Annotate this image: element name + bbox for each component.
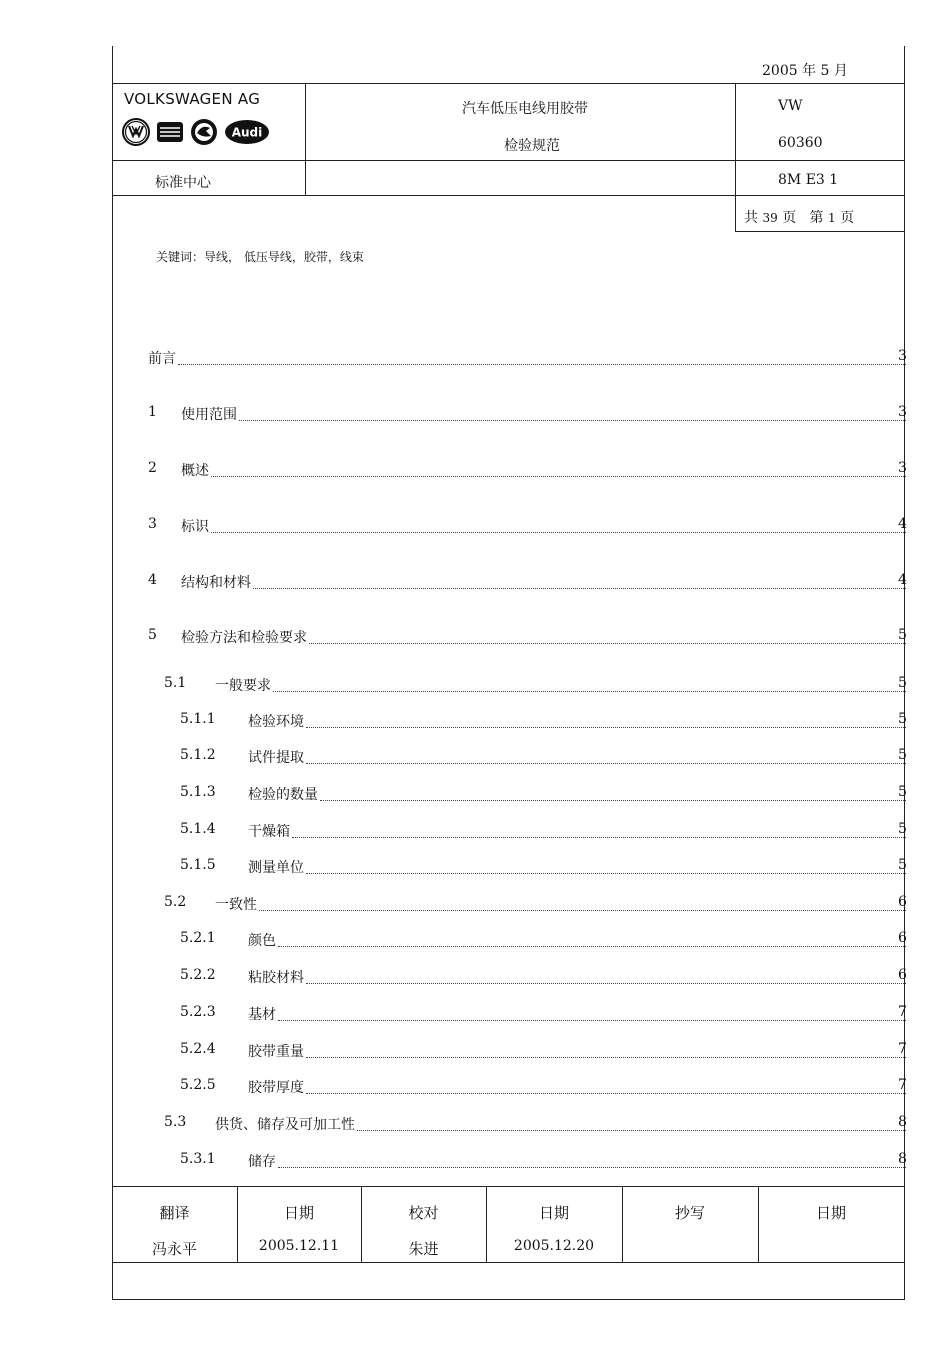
page-info-total: 39 — [762, 211, 778, 225]
toc-entry-page: 5 — [898, 627, 907, 643]
toc-entry[interactable] — [0, 1041, 950, 1061]
toc-leader — [239, 406, 906, 421]
toc-entry-title: 结构和材料 — [181, 575, 251, 591]
toc-entry-page: 5 — [898, 821, 907, 837]
page-info-total-prefix: 共 — [744, 210, 758, 226]
toc-entry-number: 5.2.1 — [180, 930, 216, 946]
toc-leader — [259, 896, 906, 911]
toc-entry-title: 供货、储存及可加工性 — [215, 1117, 355, 1133]
toc-leader — [292, 823, 906, 838]
footer-value-date: 2005.12.20 — [513, 1238, 595, 1254]
toc-entry-page: 4 — [898, 572, 907, 588]
toc-entry-number: 1 — [148, 404, 157, 420]
toc-entry-number: 5.3.1 — [180, 1151, 216, 1167]
toc-entry[interactable] — [0, 821, 950, 841]
toc-leader — [211, 462, 906, 477]
footer-header-translator: 翻译 — [159, 1204, 190, 1222]
toc-entry[interactable] — [0, 627, 950, 647]
page-info-page-suffix: 页 — [840, 210, 855, 226]
footer-value-date: 2005.12.11 — [258, 1238, 340, 1254]
toc-entry-number: 5.1.4 — [180, 821, 216, 837]
toc-entry-title: 概述 — [181, 463, 209, 479]
footer-header-date: 日期 — [538, 1204, 569, 1222]
toc-leader — [306, 859, 906, 874]
issue-date: 2005 年 5 月 — [762, 63, 848, 79]
toc-entry[interactable] — [0, 404, 950, 424]
toc-entry-number: 5.2.3 — [180, 1004, 216, 1020]
toc-entry[interactable] — [0, 460, 950, 480]
toc-leader — [278, 1006, 906, 1021]
page-info-page: 1 — [828, 211, 836, 225]
toc-leader — [306, 1079, 906, 1094]
doc-title-line1: 汽车低压电线用胶带 — [462, 101, 588, 117]
svg-text:Audi: Audi — [231, 125, 263, 140]
toc-entry-page: 7 — [898, 1041, 907, 1057]
toc-entry[interactable] — [0, 1151, 950, 1171]
toc-entry-title: 干燥箱 — [248, 824, 290, 840]
toc-entry-page: 5 — [898, 747, 907, 763]
toc-entry-number: 5.1.1 — [180, 711, 216, 727]
toc-entry-title: 标识 — [181, 519, 209, 535]
toc-entry-page: 5 — [898, 711, 907, 727]
toc-entry-number: 5.2.4 — [180, 1041, 216, 1057]
toc-leader — [253, 574, 906, 589]
page-info-page-prefix: 第 — [809, 210, 824, 226]
toc-entry-title: 一般要求 — [215, 678, 271, 694]
toc-entry-number: 5.3 — [164, 1114, 187, 1130]
toc-entry-number: 5.2.2 — [180, 967, 216, 983]
footer-value-translator: 冯永平 — [151, 1240, 197, 1258]
toc-leader — [306, 969, 906, 984]
toc-leader — [306, 749, 906, 764]
doc-title-line2: 检验规范 — [504, 138, 560, 154]
toc-entry-page: 8 — [898, 1114, 907, 1130]
toc-entry-title: 前言 — [148, 351, 176, 367]
toc-entry[interactable] — [0, 784, 950, 804]
toc-leader — [309, 629, 906, 644]
toc-entry[interactable] — [0, 747, 950, 767]
toc-leader — [278, 932, 906, 947]
toc-entry-page: 5 — [898, 857, 907, 873]
footer-value-proofreader: 朱进 — [408, 1240, 439, 1258]
footer-col-line — [622, 1186, 623, 1262]
toc-entry-page: 8 — [898, 1151, 907, 1167]
toc-entry[interactable] — [0, 572, 950, 592]
toc-leader — [357, 1116, 906, 1131]
toc-entry-title: 检验方法和检验要求 — [181, 630, 307, 646]
toc-entry[interactable] — [0, 857, 950, 877]
toc-entry-number: 5.2 — [164, 894, 187, 910]
toc-entry[interactable] — [0, 1077, 950, 1097]
std-number: 60360 — [778, 135, 823, 151]
toc-entry-title: 颜色 — [248, 933, 276, 949]
toc-entry-number: 5.1 — [164, 675, 187, 691]
toc-entry-title: 胶带重量 — [248, 1044, 304, 1060]
toc-entry-page: 4 — [898, 516, 907, 532]
brand-name: VOLKSWAGEN AG — [124, 90, 261, 108]
toc-entry-page: 5 — [898, 675, 907, 691]
toc-entry[interactable] — [0, 930, 950, 950]
toc-entry[interactable] — [0, 967, 950, 987]
toc-entry-title: 一致性 — [215, 897, 257, 913]
std-org: VW — [778, 98, 803, 114]
footer-col-line — [758, 1186, 759, 1262]
toc-entry[interactable] — [0, 516, 950, 536]
toc-entry-page: 6 — [898, 930, 907, 946]
toc-entry[interactable] — [0, 1004, 950, 1024]
keywords: 关键词：导线， 低压导线，胶带，线束 — [156, 250, 364, 264]
toc-entry[interactable] — [0, 675, 950, 695]
toc-leader — [178, 350, 906, 365]
toc-entry[interactable] — [0, 348, 950, 368]
toc-entry-number: 4 — [148, 572, 157, 588]
footer-header-proofreader: 校对 — [408, 1204, 439, 1222]
toc-entry-number: 5.2.5 — [180, 1077, 216, 1093]
toc-entry[interactable] — [0, 711, 950, 731]
toc-leader — [273, 677, 906, 692]
toc-entry-page: 3 — [898, 404, 907, 420]
toc-entry-page: 7 — [898, 1004, 907, 1020]
toc-entry-title: 试件提取 — [248, 750, 304, 766]
toc-leader — [320, 786, 906, 801]
footer-table-bottom-line — [112, 1262, 905, 1263]
classification-code: 8M E3 1 — [778, 172, 839, 188]
toc-entry-page: 7 — [898, 1077, 907, 1093]
footer-header-date: 日期 — [815, 1204, 846, 1222]
toc-entry-page: 3 — [898, 460, 907, 476]
toc-entry[interactable] — [0, 1114, 950, 1134]
toc-entry-number: 5.1.5 — [180, 857, 216, 873]
toc-entry-number: 5 — [148, 627, 157, 643]
toc-entry-title: 使用范围 — [181, 407, 237, 423]
toc-leader — [278, 1153, 906, 1168]
toc-entry-title: 基材 — [248, 1007, 276, 1023]
toc-entry-title: 粘胶材料 — [248, 970, 304, 986]
toc-leader — [211, 518, 906, 533]
toc-entry-title: 检验的数量 — [248, 787, 318, 803]
toc-entry-page: 5 — [898, 784, 907, 800]
footer-header-date: 日期 — [283, 1204, 314, 1222]
toc-entry-title: 胶带厚度 — [248, 1080, 304, 1096]
toc-entry-number: 2 — [148, 460, 157, 476]
dept-label: 标准中心 — [155, 175, 211, 191]
toc-entry-title: 储存 — [248, 1154, 276, 1170]
toc-entry-page: 3 — [898, 348, 907, 364]
footer-table-top-line — [112, 1186, 905, 1187]
toc-leader — [306, 713, 906, 728]
toc-leader — [306, 1043, 906, 1058]
toc-entry-number: 5.1.2 — [180, 747, 216, 763]
footer-header-transcriber: 抄写 — [674, 1204, 705, 1222]
toc-entry-page: 6 — [898, 967, 907, 983]
toc-entry-number: 5.1.3 — [180, 784, 216, 800]
toc-entry-page: 6 — [898, 894, 907, 910]
toc-entry[interactable] — [0, 894, 950, 914]
toc-entry-number: 3 — [148, 516, 157, 532]
page-info-total-suffix: 页 — [782, 210, 797, 226]
toc-entry-title: 测量单位 — [248, 860, 304, 876]
toc-entry-title: 检验环境 — [248, 714, 304, 730]
